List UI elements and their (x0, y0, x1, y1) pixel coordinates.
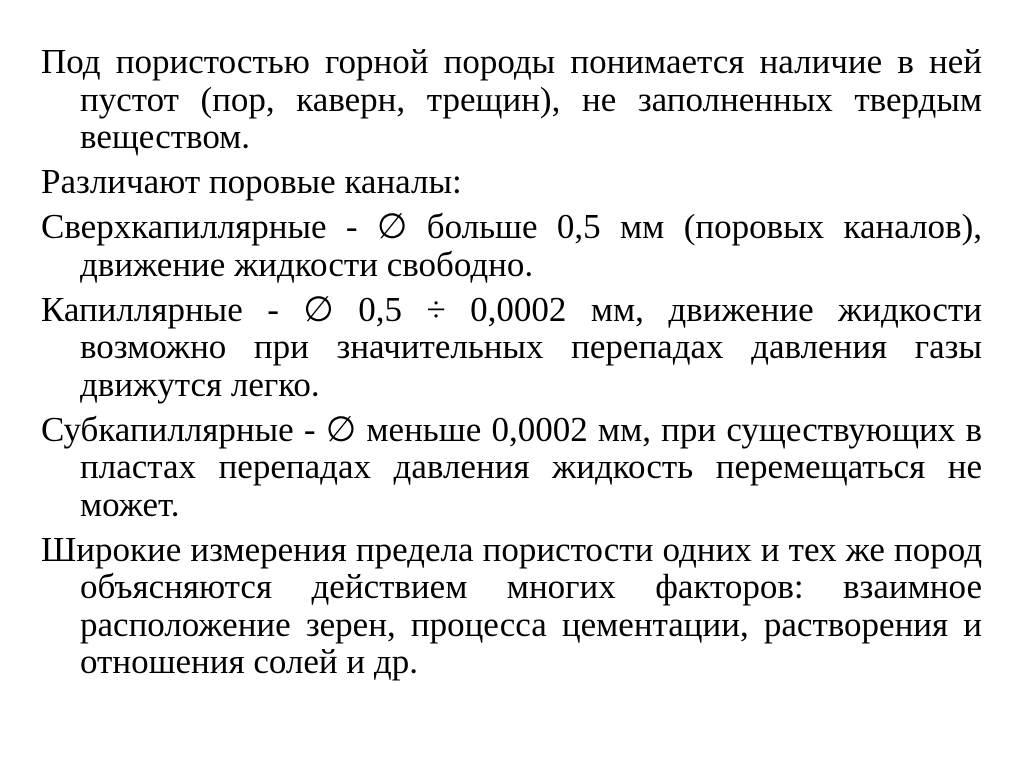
porosity-factors-note: Широкие измерения предела пористости одних и тех же пород объясняются действием многих факторов: взаимное расположение зерен, процесса цементации, растворения и отношения солей и др. (41, 529, 982, 681)
capillary-item: Капиллярные - ∅ 0,5 ÷ 0,0002 мм, движение жидкости возможно при значительных перепадах давления газы движутся легко. (41, 289, 982, 404)
supercapillary-item: Сверхкапиллярные - ∅ больше 0,5 мм (поровых каналов), движение жидкости свободно. (41, 207, 982, 284)
pore-channels-heading: Различают поровые каналы: (41, 162, 462, 201)
porosity-definition: Под пористостью горной породы понимается наличие в ней пустот (пор, каверн, трещин), не заполненных твердым веществом. (41, 42, 982, 156)
subcapillary-item: Субкапиллярные - ∅ меньше 0,0002 мм, при существующих в пластах перепадах давления жидкость перемещаться не может. (41, 409, 982, 524)
slide-body (41, 43, 982, 681)
